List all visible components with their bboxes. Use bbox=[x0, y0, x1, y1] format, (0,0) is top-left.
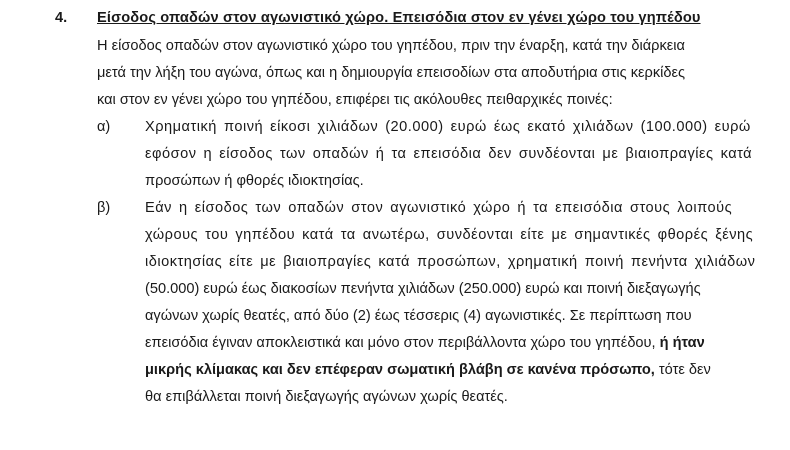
item-a-line-1: Χρηματική ποινή είκοσι χιλιάδων (20.000) ευρώ έως εκατό χιλιάδων (100.000) ευρώ bbox=[145, 119, 751, 135]
item-b-line-3: ιδιοκτησίας είτε με βιαιοπραγίες κατά προσώπων, χρηματική ποινή πενήντα χιλιάδων bbox=[145, 254, 756, 270]
section-heading: Είσοδος οπαδών στον αγωνιστικό χώρο. Επεισόδια στον εν γένει χώρο του γηπέδου bbox=[97, 10, 701, 26]
item-b-line-5: αγώνων χωρίς θεατές, από δύο (2) έως τέσσερις (4) αγωνιστικές. Σε περίπτωση που bbox=[145, 308, 692, 324]
item-b-line-4: (50.000) ευρώ έως διακοσίων πενήντα χιλιάδων (250.000) ευρώ και ποινή διεξαγωγής bbox=[145, 281, 701, 297]
item-b-line-6-bold: ή ήταν bbox=[659, 335, 705, 351]
item-a-line-2: εφόσον η είσοδος των οπαδών ή τα επεισόδια δεν συνδέονται με βιαιοπραγίες κατά bbox=[145, 146, 753, 162]
list-marker-b: β) bbox=[97, 200, 111, 216]
item-b-line-7 bbox=[145, 361, 711, 379]
list-marker-a: α) bbox=[97, 119, 111, 135]
intro-line-3: και στον εν γένει χώρο του γηπέδου, επιφέρει τις ακόλουθες πειθαρχικές ποινές: bbox=[97, 92, 613, 108]
item-b-line-7-text: τότε δεν bbox=[654, 362, 711, 378]
intro-line-2: μετά την λήξη του αγώνα, όπως και η δημιουργία επεισοδίων στα αποδυτήρια στις κερκίδες bbox=[97, 65, 686, 81]
item-b-line-6 bbox=[145, 334, 705, 352]
intro-line-1: Η είσοδος οπαδών στον αγωνιστικό χώρο του γηπέδου, πριν την έναρξη, κατά την διάρκεια bbox=[97, 38, 685, 54]
item-b-line-2: χώρους του γηπέδου κατά τα ανωτέρω, συνδέονται είτε με σημαντικές φθορές ξένης bbox=[145, 227, 754, 243]
item-a-line-3: προσώπων ή φθορές ιδιοκτησίας. bbox=[145, 173, 364, 189]
item-b-line-8: θα επιβάλλεται ποινή διεξαγωγής αγώνων χωρίς θεατές. bbox=[145, 389, 508, 405]
section-number: 4. bbox=[55, 10, 68, 26]
item-b-line-1: Εάν η είσοδος των οπαδών στον αγωνιστικό χώρο ή τα επεισόδια στους λοιπούς bbox=[145, 200, 733, 216]
item-b-line-6-text: επεισόδια έγιναν αποκλειστικά και μόνο στον περιβάλλοντα χώρο του γηπέδου, bbox=[145, 335, 660, 351]
item-b-line-7-bold: μικρής κλίμακας και δεν επέφεραν σωματική βλάβη σε κανένα πρόσωπο, bbox=[145, 362, 655, 378]
